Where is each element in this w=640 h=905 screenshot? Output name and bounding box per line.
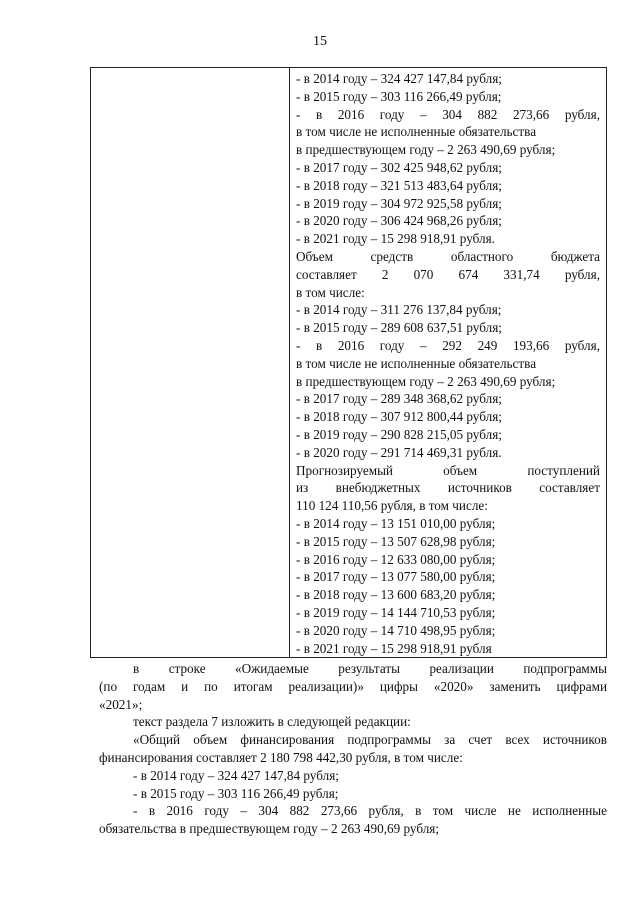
table-line: в том числе: (296, 284, 365, 300)
paragraph-line: текст раздела 7 изложить в следующей редакции: (133, 714, 411, 730)
page-number: 15 (313, 34, 327, 49)
table-line: в том числе не исполненные обязательства (296, 355, 537, 371)
table-line: из внебюджетных источников составляет (296, 480, 600, 496)
table-cell-right (290, 68, 607, 658)
table-line: - в 2016 году – 12 633 080,00 рубля; (296, 551, 496, 567)
table-line: в предшествующем году – 2 263 490,69 рубля; (296, 373, 556, 389)
table-line: составляет 2 070 674 331,74 рубля, (296, 266, 600, 282)
paragraph-line: финансирования составляет 2 180 798 442,30 рубля, в том числе: (99, 749, 463, 765)
table-line: в том числе не исполненные обязательства (296, 124, 537, 140)
table-line: - в 2017 году – 13 077 580,00 рубля; (296, 569, 496, 585)
table-cell-left (91, 68, 290, 658)
body-text (99, 660, 607, 838)
paragraph-line: обязательства в предшествующем году – 2 263 490,69 рубля; (99, 821, 440, 837)
table-line: - в 2014 году – 311 276 137,84 рубля; (296, 302, 502, 318)
table-line: - в 2018 году – 13 600 683,20 рубля; (296, 587, 496, 603)
table-line: - в 2019 году – 304 972 925,58 рубля; (296, 195, 502, 211)
table-line: - в 2016 году – 292 249 193,66 рубля, (296, 337, 600, 353)
table-line: - в 2014 году – 13 151 010,00 рубля; (296, 515, 496, 531)
table-line: - в 2019 году – 290 828 215,05 рубля; (296, 426, 502, 442)
table-line: - в 2021 году – 15 298 918,91 рубля (296, 640, 492, 656)
table-line: - в 2018 году – 321 513 483,64 рубля; (296, 177, 502, 193)
table-line: - в 2020 году – 14 710 498,95 рубля; (296, 622, 496, 638)
paragraph-line: - в 2015 году – 303 116 266,49 рубля; (133, 785, 339, 801)
table-line: Прогнозируемый объем поступлений (296, 462, 600, 478)
paragraph-line: - в 2014 году – 324 427 147,84 рубля; (133, 767, 339, 783)
table-line: - в 2020 году – 291 714 469,31 рубля. (296, 444, 502, 460)
table-line: - в 2016 году – 304 882 273,66 рубля, (296, 106, 600, 122)
table-line: - в 2021 году – 15 298 918,91 рубля. (296, 231, 495, 247)
table-line: - в 2014 году – 324 427 147,84 рубля; (296, 71, 502, 86)
paragraph-line: в строке «Ожидаемые результаты реализации подпрограммы (133, 661, 607, 676)
table-line: - в 2015 году – 289 608 637,51 рубля; (296, 320, 502, 336)
table-line: - в 2019 году – 14 144 710,53 рубля; (296, 604, 496, 620)
table-line: - в 2015 году – 303 116 266,49 рубля; (296, 88, 502, 104)
paragraph-line: «2021»; (99, 696, 143, 712)
financing-table (90, 67, 607, 658)
table-line: - в 2017 году – 302 425 948,62 рубля; (296, 159, 502, 175)
table-row (91, 68, 607, 658)
paragraph-line: - в 2016 году – 304 882 273,66 рубля, в том числе не исполненные (133, 803, 607, 819)
table-line: в предшествующем году – 2 263 490,69 рубля; (296, 142, 556, 158)
table-line: - в 2017 году – 289 348 368,62 рубля; (296, 391, 502, 407)
table-line: - в 2015 году – 13 507 628,98 рубля; (296, 533, 496, 549)
table-line: 110 124 110,56 рубля, в том числе: (296, 498, 488, 514)
paragraph-line: «Общий объем финансирования подпрограммы за счет всех источников (133, 732, 607, 748)
paragraph-line: (по годам и по итогам реализации)» цифры «2020» заменить цифрами (99, 678, 607, 694)
table-line: Объем средств областного бюджета (296, 248, 600, 264)
table-line: - в 2020 году – 306 424 968,26 рубля; (296, 213, 502, 229)
table-line: - в 2018 году – 307 912 800,44 рубля; (296, 409, 502, 425)
